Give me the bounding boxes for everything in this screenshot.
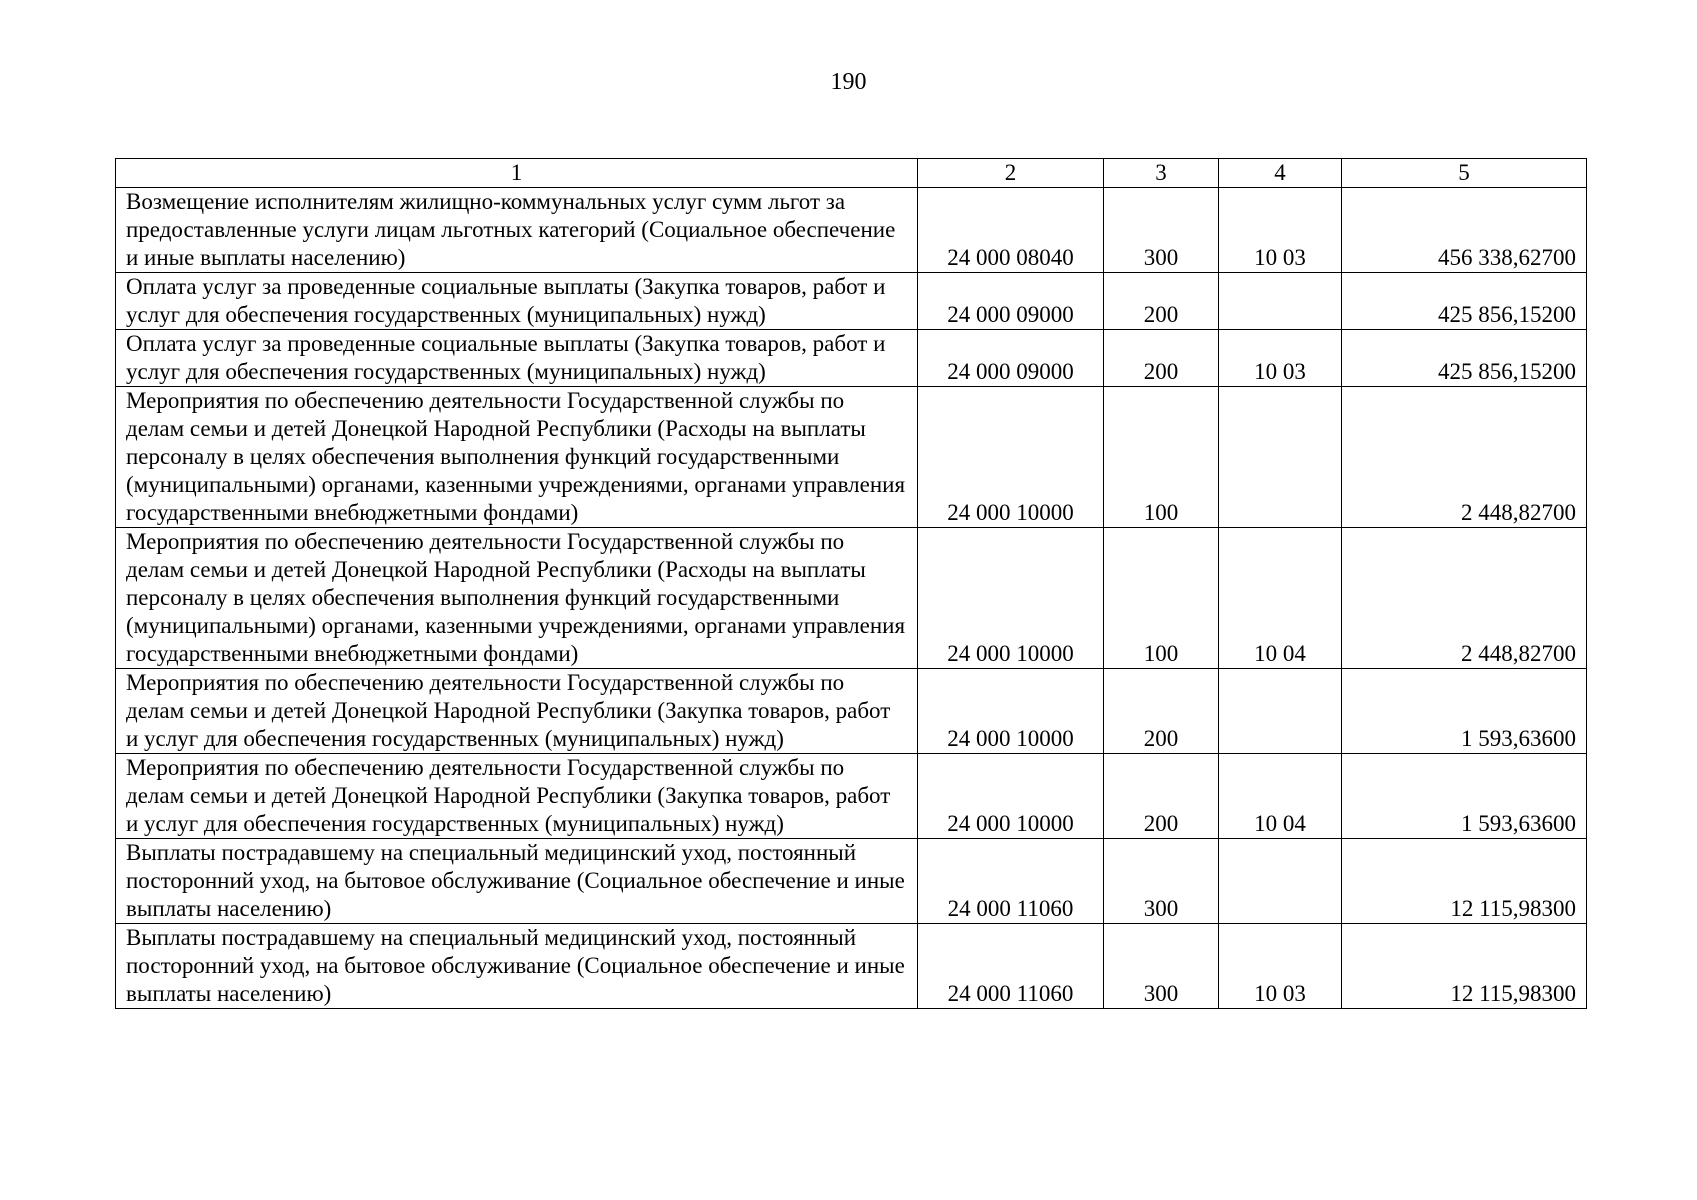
table-row	[116, 924, 1587, 1009]
row-section: 10 03	[1219, 924, 1342, 1009]
row-amount: 2 448,82700	[1342, 387, 1587, 528]
row-target-code: 24 000 09000	[918, 273, 1104, 330]
row-expense-type: 200	[1104, 669, 1219, 754]
table-body	[116, 188, 1587, 1009]
row-description: Выплаты пострадавшему на специальный медицинский уход, постоянный посторонний уход, на бытовое обслуживание (Социальное обеспечение и иные выплаты населению)	[116, 839, 918, 924]
row-section: 10 04	[1219, 754, 1342, 839]
table-row	[116, 754, 1587, 839]
row-amount: 12 115,98300	[1342, 839, 1587, 924]
row-description: Оплата услуг за проведенные социальные выплаты (Закупка товаров, работ и услуг для обеспечения государственных (муниципальных) нужд)	[116, 330, 918, 387]
row-description: Оплата услуг за проведенные социальные выплаты (Закупка товаров, работ и услуг для обеспечения государственных (муниципальных) нужд)	[116, 273, 918, 330]
row-section: 10 04	[1219, 528, 1342, 669]
column-header-2: 2	[918, 159, 1104, 188]
page-number: 190	[830, 69, 867, 95]
row-description: Мероприятия по обеспечению деятельности Государственной службы по делам семьи и детей Донецкой Народной Республики (Расходы на выплаты персоналу в целях обеспечения выполнения функций государственными (муниципальными) органами, казенными учреждениями, органами управления государственными внебюджетными фондами)	[116, 387, 918, 528]
row-amount: 425 856,15200	[1342, 273, 1587, 330]
table-header	[116, 159, 1587, 188]
row-expense-type: 300	[1104, 924, 1219, 1009]
row-amount: 425 856,15200	[1342, 330, 1587, 387]
table-row	[116, 273, 1587, 330]
column-header-3: 3	[1104, 159, 1219, 188]
header-row	[116, 159, 1587, 188]
row-target-code: 24 000 10000	[918, 754, 1104, 839]
row-target-code: 24 000 10000	[918, 387, 1104, 528]
row-description: Выплаты пострадавшему на специальный медицинский уход, постоянный посторонний уход, на бытовое обслуживание (Социальное обеспечение и иные выплаты населению)	[116, 924, 918, 1009]
row-target-code: 24 000 08040	[918, 188, 1104, 273]
row-description: Мероприятия по обеспечению деятельности Государственной службы по делам семьи и детей Донецкой Народной Республики (Расходы на выплаты персоналу в целях обеспечения выполнения функций государственными (муниципальными) органами, казенными учреждениями, органами управления государственными внебюджетными фондами)	[116, 528, 918, 669]
row-section	[1219, 273, 1342, 330]
column-header-1: 1	[116, 159, 918, 188]
table-row	[116, 528, 1587, 669]
row-description: Мероприятия по обеспечению деятельности Государственной службы по делам семьи и детей Донецкой Народной Республики (Закупка товаров, работ и услуг для обеспечения государственных (муниципальных) нужд)	[116, 754, 918, 839]
table-row	[116, 330, 1587, 387]
row-target-code: 24 000 10000	[918, 669, 1104, 754]
row-target-code: 24 000 11060	[918, 839, 1104, 924]
row-amount: 1 593,63600	[1342, 754, 1587, 839]
row-expense-type: 100	[1104, 387, 1219, 528]
row-target-code: 24 000 10000	[918, 528, 1104, 669]
row-section: 10 03	[1219, 330, 1342, 387]
row-section: 10 03	[1219, 188, 1342, 273]
row-expense-type: 200	[1104, 754, 1219, 839]
table-row	[116, 669, 1587, 754]
row-amount: 1 593,63600	[1342, 669, 1587, 754]
row-description: Мероприятия по обеспечению деятельности Государственной службы по делам семьи и детей Донецкой Народной Республики (Закупка товаров, работ и услуг для обеспечения государственных (муниципальных) нужд)	[116, 669, 918, 754]
row-description: Возмещение исполнителям жилищно-коммунальных услуг сумм льгот за предоставленные услуги лицам льготных категорий (Социальное обеспечение и иные выплаты населению)	[116, 188, 918, 273]
row-section	[1219, 669, 1342, 754]
row-section	[1219, 387, 1342, 528]
row-target-code: 24 000 11060	[918, 924, 1104, 1009]
table-row	[116, 839, 1587, 924]
table-row	[116, 387, 1587, 528]
row-amount: 456 338,62700	[1342, 188, 1587, 273]
row-amount: 12 115,98300	[1342, 924, 1587, 1009]
column-header-4: 4	[1219, 159, 1342, 188]
row-expense-type: 200	[1104, 330, 1219, 387]
table-row	[116, 188, 1587, 273]
row-expense-type: 300	[1104, 188, 1219, 273]
row-expense-type: 300	[1104, 839, 1219, 924]
column-header-5: 5	[1342, 159, 1587, 188]
row-expense-type: 100	[1104, 528, 1219, 669]
row-expense-type: 200	[1104, 273, 1219, 330]
row-amount: 2 448,82700	[1342, 528, 1587, 669]
row-section	[1219, 839, 1342, 924]
budget-table	[115, 158, 1587, 1009]
row-target-code: 24 000 09000	[918, 330, 1104, 387]
